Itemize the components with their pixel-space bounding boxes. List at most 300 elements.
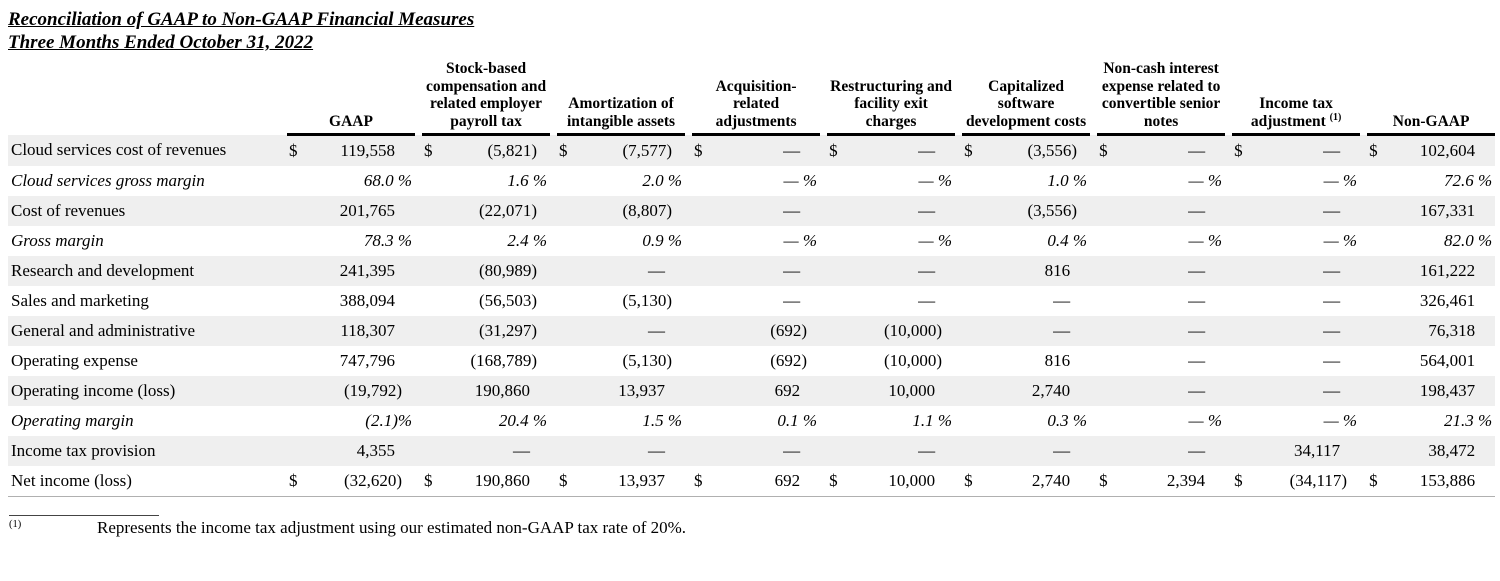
cell-value: 13,937 xyxy=(577,376,685,406)
cell-sym xyxy=(692,406,712,436)
row-label: General and administrative xyxy=(8,316,280,346)
cell-gap xyxy=(415,286,422,316)
cell-gap xyxy=(820,406,827,436)
cell-sym xyxy=(692,286,712,316)
cell-gap xyxy=(685,286,692,316)
cell-sym xyxy=(1232,436,1252,466)
cell-gap xyxy=(1225,406,1232,436)
cell-sym xyxy=(1097,166,1117,196)
cell-gap xyxy=(415,436,422,466)
column-gap xyxy=(415,60,422,135)
cell-sym xyxy=(1232,166,1252,196)
table-row xyxy=(8,226,1495,256)
column-gap xyxy=(1225,60,1232,135)
cell-sym xyxy=(1097,286,1117,316)
cell-gap xyxy=(955,376,962,406)
cell-gap xyxy=(1360,135,1367,167)
cell-value: 2,740 xyxy=(982,376,1090,406)
cell-sym xyxy=(1097,226,1117,256)
cell-value: — xyxy=(847,436,955,466)
cell-sym xyxy=(962,406,982,436)
cell-value: 21.3 % xyxy=(1443,411,1493,430)
cell-sym xyxy=(1367,316,1387,346)
cell-gap xyxy=(955,166,962,196)
cell-sym xyxy=(1232,286,1252,316)
cell-value: (5,821) xyxy=(442,135,550,167)
cell-value: — xyxy=(577,256,685,286)
cell-value: 692 xyxy=(712,376,820,406)
cell-gap xyxy=(820,135,827,167)
dollar-sign: $ xyxy=(557,466,577,497)
row-label: Income tax provision xyxy=(8,436,280,466)
cell-gap xyxy=(1225,226,1232,256)
cell-gap xyxy=(415,256,422,286)
cell-value: — xyxy=(1252,135,1360,167)
cell-gap xyxy=(955,256,962,286)
cell-value: — % xyxy=(783,171,818,190)
cell-gap xyxy=(820,166,827,196)
cell-gap xyxy=(955,466,962,497)
cell-sym xyxy=(557,196,577,226)
dollar-sign: $ xyxy=(692,466,712,497)
row-label: Net income (loss) xyxy=(8,466,280,497)
cell-value: 10,000 xyxy=(847,376,955,406)
cell-sym xyxy=(287,376,307,406)
cell-sym xyxy=(962,196,982,226)
cell-sym xyxy=(1232,256,1252,286)
cell-gap xyxy=(820,196,827,226)
cell-gap xyxy=(1090,256,1097,286)
cell-sym xyxy=(422,166,442,196)
cell-sym xyxy=(422,196,442,226)
cell-gap xyxy=(1090,286,1097,316)
cell-gap xyxy=(550,436,557,466)
cell-value: 34,117 xyxy=(1252,436,1360,466)
cell-value: — xyxy=(1252,316,1360,346)
cell-value: — xyxy=(783,291,801,310)
dollar-sign: $ xyxy=(287,135,307,167)
cell-value: (168,789) xyxy=(470,351,538,370)
cell-value: (5,130) xyxy=(622,291,673,310)
cell-sym xyxy=(557,286,577,316)
cell-value: — xyxy=(1188,351,1206,370)
cell-sym xyxy=(1097,436,1117,466)
dollar-sign: $ xyxy=(557,135,577,167)
cell-sym xyxy=(962,286,982,316)
cell-value: — % xyxy=(1188,411,1223,430)
cell-gap xyxy=(685,466,692,497)
cell-sym xyxy=(287,346,307,376)
cell-gap xyxy=(550,256,557,286)
cell-value: 201,765 xyxy=(307,196,415,226)
cell-gap xyxy=(280,346,287,376)
dollar-sign: $ xyxy=(1097,135,1117,167)
table-row xyxy=(8,286,1495,316)
cell-value: (2.1)% xyxy=(365,411,413,430)
reconciliation-table xyxy=(8,60,1495,497)
column-header-2: Stock-based compensation and related employer payroll tax xyxy=(422,60,550,135)
table-row xyxy=(8,316,1495,346)
cell-sym xyxy=(422,316,442,346)
cell-value: — % xyxy=(1323,171,1358,190)
cell-gap xyxy=(1360,166,1367,196)
footnote-marker: (1) xyxy=(9,519,22,530)
cell-gap xyxy=(1360,346,1367,376)
cell-sym xyxy=(692,256,712,286)
cell-gap xyxy=(280,316,287,346)
cell-value: — xyxy=(1117,135,1225,167)
row-label: Cost of revenues xyxy=(8,196,280,226)
cell-value: — % xyxy=(783,231,818,250)
cell-sym xyxy=(287,286,307,316)
cell-sym xyxy=(692,376,712,406)
footnote-block xyxy=(8,515,1495,539)
cell-gap xyxy=(820,376,827,406)
cell-value: 0.1 % xyxy=(777,411,818,430)
cell-sym xyxy=(962,436,982,466)
cell-gap xyxy=(550,135,557,167)
cell-value: (10,000) xyxy=(883,351,943,370)
cell-gap xyxy=(955,346,962,376)
cell-gap xyxy=(1225,316,1232,346)
cell-value: (34,117) xyxy=(1252,466,1360,497)
cell-value: 326,461 xyxy=(1419,291,1476,310)
cell-value: 816 xyxy=(982,256,1090,286)
cell-value: — % xyxy=(1188,231,1223,250)
footnote xyxy=(8,517,1495,539)
column-header-8: Income tax adjustment $^{(1)}$ xyxy=(1232,60,1360,135)
dollar-sign: $ xyxy=(827,135,847,167)
cell-sym xyxy=(827,226,847,256)
cell-gap xyxy=(1090,376,1097,406)
cell-gap xyxy=(280,196,287,226)
row-label: Sales and marketing xyxy=(11,291,149,310)
cell-gap xyxy=(1090,135,1097,167)
cell-sym xyxy=(962,316,982,346)
cell-sym xyxy=(827,196,847,226)
dollar-sign: $ xyxy=(287,466,307,497)
row-label: Cloud services cost of revenues xyxy=(8,135,280,167)
cell-gap xyxy=(1225,135,1232,167)
column-gap xyxy=(1090,60,1097,135)
cell-value: 190,860 xyxy=(442,466,550,497)
cell-sym xyxy=(557,226,577,256)
cell-gap xyxy=(1360,196,1367,226)
cell-sym xyxy=(422,226,442,256)
cell-value: — % xyxy=(918,171,953,190)
cell-gap xyxy=(280,166,287,196)
cell-value: 0.3 % xyxy=(1047,411,1088,430)
cell-value: — xyxy=(1323,351,1341,370)
page-title-line1: Reconciliation of GAAP to Non-GAAP Financial Measures xyxy=(8,9,475,30)
cell-sym xyxy=(827,316,847,346)
cell-gap xyxy=(415,166,422,196)
cell-gap xyxy=(1090,196,1097,226)
cell-value: 1.0 % xyxy=(1047,171,1088,190)
cell-gap xyxy=(1090,226,1097,256)
cell-gap xyxy=(280,376,287,406)
cell-gap xyxy=(685,135,692,167)
cell-gap xyxy=(1090,436,1097,466)
cell-sym xyxy=(1367,226,1387,256)
cell-gap xyxy=(280,135,287,167)
cell-value: 38,472 xyxy=(1387,436,1495,466)
dollar-sign: $ xyxy=(1232,135,1252,167)
cell-sym xyxy=(962,226,982,256)
cell-sym xyxy=(287,436,307,466)
header-row xyxy=(8,60,1495,135)
cell-value: 0.4 % xyxy=(1047,231,1088,250)
cell-gap xyxy=(415,466,422,497)
cell-value: (10,000) xyxy=(847,316,955,346)
cell-sym xyxy=(422,406,442,436)
cell-value: 0.9 % xyxy=(642,231,683,250)
cell-value: (7,577) xyxy=(577,135,685,167)
cell-value: — % xyxy=(1188,171,1223,190)
cell-value: (31,297) xyxy=(442,316,550,346)
row-label: Operating expense xyxy=(11,351,138,370)
cell-gap xyxy=(1090,316,1097,346)
cell-sym xyxy=(287,316,307,346)
cell-value: (19,792) xyxy=(307,376,415,406)
cell-value: — xyxy=(442,436,550,466)
cell-gap xyxy=(280,256,287,286)
cell-sym xyxy=(557,406,577,436)
cell-sym xyxy=(422,436,442,466)
cell-sym xyxy=(1097,346,1117,376)
cell-value: — xyxy=(1117,316,1225,346)
dollar-sign: $ xyxy=(1097,466,1117,497)
cell-gap xyxy=(280,226,287,256)
cell-gap xyxy=(820,256,827,286)
cell-gap xyxy=(1090,406,1097,436)
table-row xyxy=(8,256,1495,286)
cell-sym xyxy=(1367,166,1387,196)
column-gap xyxy=(550,60,557,135)
cell-gap xyxy=(955,196,962,226)
cell-sym xyxy=(287,196,307,226)
cell-value: 20.4 % xyxy=(498,411,548,430)
cell-value: (5,130) xyxy=(622,351,673,370)
table-row xyxy=(8,406,1495,436)
cell-sym xyxy=(1367,196,1387,226)
dollar-sign: $ xyxy=(827,466,847,497)
cell-gap xyxy=(955,135,962,167)
cell-gap xyxy=(685,316,692,346)
cell-gap xyxy=(550,346,557,376)
cell-value: 2.4 % xyxy=(507,231,548,250)
cell-sym xyxy=(692,346,712,376)
column-gap xyxy=(280,60,287,135)
cell-value: 82.0 % xyxy=(1443,231,1493,250)
cell-sym xyxy=(692,436,712,466)
cell-value: 1.6 % xyxy=(507,171,548,190)
dollar-sign: $ xyxy=(1367,135,1387,167)
table-row xyxy=(8,166,1495,196)
cell-value: (692) xyxy=(712,316,820,346)
row-label: Research and development xyxy=(8,256,280,286)
cell-sym xyxy=(1232,346,1252,376)
cell-value: — xyxy=(712,135,820,167)
cell-value: 72.6 % xyxy=(1443,171,1493,190)
cell-gap xyxy=(415,406,422,436)
cell-sym xyxy=(1097,406,1117,436)
column-header-6: Capitalized software development costs xyxy=(962,60,1090,135)
cell-value: — xyxy=(1252,256,1360,286)
row-label: Cloud services gross margin xyxy=(11,171,205,190)
row-label: Operating income (loss) xyxy=(8,376,280,406)
cell-value: — xyxy=(847,256,955,286)
cell-sym xyxy=(1367,436,1387,466)
cell-value: 78.3 % xyxy=(363,231,413,250)
cell-gap xyxy=(1360,406,1367,436)
cell-sym xyxy=(557,166,577,196)
cell-value: — xyxy=(1117,196,1225,226)
cell-value: — xyxy=(1117,256,1225,286)
cell-value: 2,394 xyxy=(1117,466,1225,497)
cell-gap xyxy=(1225,376,1232,406)
column-header-5: Restructuring and facility exit charges xyxy=(827,60,955,135)
cell-value: (3,556) xyxy=(982,135,1090,167)
column-header-1: GAAP xyxy=(287,60,415,135)
cell-gap xyxy=(280,436,287,466)
cell-value: 161,222 xyxy=(1387,256,1495,286)
cell-value: 153,886 xyxy=(1387,466,1495,497)
cell-gap xyxy=(955,436,962,466)
cell-value: (692) xyxy=(770,351,808,370)
cell-value: 692 xyxy=(712,466,820,497)
cell-value: — xyxy=(1053,291,1071,310)
cell-value: 118,307 xyxy=(307,316,415,346)
cell-gap xyxy=(415,316,422,346)
cell-value: — xyxy=(712,436,820,466)
footnote-rule xyxy=(9,515,159,516)
dollar-sign: $ xyxy=(1367,466,1387,497)
page-title-line2: Three Months Ended October 31, 2022 xyxy=(8,32,314,53)
cell-value: — xyxy=(982,316,1090,346)
cell-sym xyxy=(1097,316,1117,346)
cell-value: (22,071) xyxy=(442,196,550,226)
column-gap xyxy=(955,60,962,135)
dollar-sign: $ xyxy=(422,466,442,497)
cell-value: — % xyxy=(1323,411,1358,430)
cell-value: 2,740 xyxy=(982,466,1090,497)
cell-value: 241,395 xyxy=(307,256,415,286)
cell-sym xyxy=(287,406,307,436)
cell-gap xyxy=(550,166,557,196)
cell-sym xyxy=(1232,196,1252,226)
cell-value: — xyxy=(577,316,685,346)
cell-sym xyxy=(962,256,982,286)
cell-sym xyxy=(1097,376,1117,406)
row-label: Operating margin xyxy=(11,411,134,430)
cell-gap xyxy=(955,226,962,256)
cell-sym xyxy=(1367,376,1387,406)
column-header-3: Amortization of intangible assets xyxy=(557,60,685,135)
cell-value: (56,503) xyxy=(478,291,538,310)
cell-gap xyxy=(415,226,422,256)
cell-value: — xyxy=(918,291,936,310)
column-gap xyxy=(820,60,827,135)
cell-gap xyxy=(955,316,962,346)
cell-sym xyxy=(1097,196,1117,226)
cell-gap xyxy=(685,226,692,256)
cell-gap xyxy=(280,286,287,316)
column-gap xyxy=(1360,60,1367,135)
dollar-sign: $ xyxy=(962,135,982,167)
cell-gap xyxy=(1090,466,1097,497)
table-row xyxy=(8,196,1495,226)
cell-gap xyxy=(820,226,827,256)
cell-sym xyxy=(1232,376,1252,406)
cell-gap xyxy=(550,226,557,256)
cell-gap xyxy=(685,256,692,286)
cell-gap xyxy=(685,166,692,196)
cell-value: 167,331 xyxy=(1387,196,1495,226)
cell-sym xyxy=(1367,286,1387,316)
cell-value: 747,796 xyxy=(339,351,396,370)
cell-gap xyxy=(415,135,422,167)
cell-gap xyxy=(415,196,422,226)
cell-value: 2.0 % xyxy=(642,171,683,190)
cell-value: (32,620) xyxy=(307,466,415,497)
cell-value: 1.5 % xyxy=(642,411,683,430)
cell-sym xyxy=(692,166,712,196)
cell-gap xyxy=(550,466,557,497)
cell-value: — xyxy=(1117,376,1225,406)
cell-gap xyxy=(820,316,827,346)
cell-gap xyxy=(1225,466,1232,497)
cell-sym xyxy=(827,376,847,406)
row-label: Gross margin xyxy=(11,231,104,250)
cell-value: — xyxy=(1252,376,1360,406)
cell-value: — xyxy=(1117,436,1225,466)
cell-sym xyxy=(287,226,307,256)
cell-value: 68.0 % xyxy=(363,171,413,190)
dollar-sign: $ xyxy=(1232,466,1252,497)
cell-gap xyxy=(1090,166,1097,196)
cell-sym xyxy=(692,226,712,256)
cell-sym xyxy=(422,346,442,376)
cell-sym xyxy=(557,376,577,406)
cell-gap xyxy=(415,346,422,376)
cell-gap xyxy=(550,316,557,346)
cell-value: — xyxy=(1323,291,1341,310)
column-header-9: Non-GAAP xyxy=(1367,60,1495,135)
cell-gap xyxy=(1360,226,1367,256)
cell-value: — xyxy=(1188,291,1206,310)
cell-sym xyxy=(422,286,442,316)
cell-value: — xyxy=(847,135,955,167)
cell-gap xyxy=(820,286,827,316)
cell-sym xyxy=(827,436,847,466)
cell-value: — xyxy=(712,196,820,226)
table-row xyxy=(8,135,1495,167)
footnote-text: Represents the income tax adjustment using our estimated non-GAAP tax rate of 20%. xyxy=(97,518,687,537)
cell-sym xyxy=(287,256,307,286)
cell-value: (8,807) xyxy=(577,196,685,226)
cell-gap xyxy=(685,436,692,466)
cell-sym xyxy=(827,166,847,196)
cell-gap xyxy=(550,376,557,406)
cell-gap xyxy=(685,406,692,436)
cell-gap xyxy=(1090,346,1097,376)
dollar-sign: $ xyxy=(962,466,982,497)
cell-value: 198,437 xyxy=(1387,376,1495,406)
cell-gap xyxy=(685,196,692,226)
cell-gap xyxy=(1225,196,1232,226)
cell-gap xyxy=(1360,256,1367,286)
